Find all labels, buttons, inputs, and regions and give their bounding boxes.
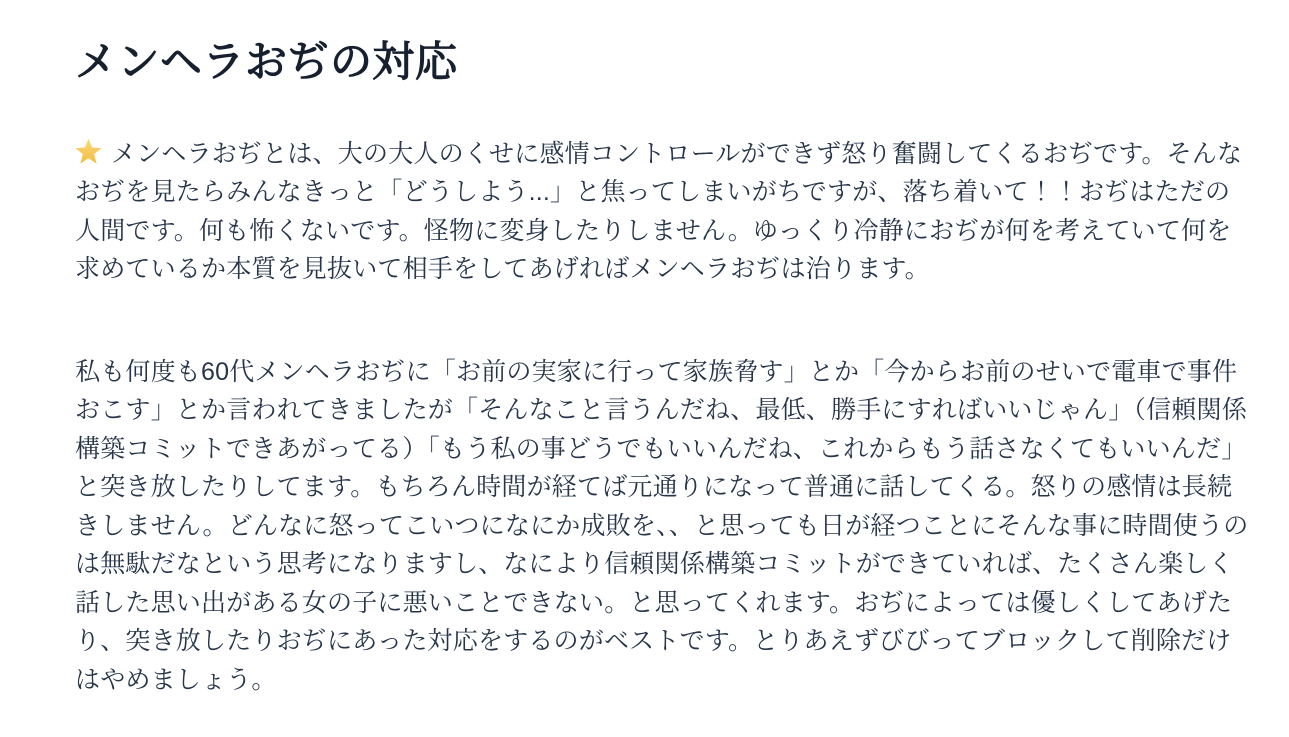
page-title: メンヘラおぢの対応 xyxy=(75,38,458,85)
paragraph-intro xyxy=(75,135,1255,289)
paragraph-experience-text: 私も何度も60代メンヘラおぢに「お前の実家に行って家族脅す」とか「今からお前のせいで電車で事件おこす」とか言われてきましたが「そんなこと言うんだね、最低、勝手にすればいいじゃん」（信頼関係構築コミットできあがってる）「もう私の事どうでもいいんだね、これからもう話さなくてもいいんだ」と突き放したりしてます。もちろん時間が経てば元通りになって普通に話してくる。怒りの感情は長続きしません。どんなに怒ってこいつになにか成敗を、、と思っても日が経つことにそんな事に時間使うのは無駄だなという思考になりますし、なにより信頼関係構築コミットができていれば、たくさん楽しく話した思い出がある女の子に悪いことできない。と思ってくれます。おぢによっては優しくしてあげたり、突き放したりおぢにあった対応をするのがベストです。とりあえずびびってブロックして削除だけはやめましょう。 xyxy=(75,357,1249,694)
paragraph-intro-text: メンヘラおぢとは、大の大人のくせに感情コントロールができず怒り奮闘してくるおぢです。そんなおぢを見たらみんなきっと「どうしよう...」と焦ってしまいがちですが、落ち着いて！！おぢはただの人間です。何も怖くないです。怪物に変身したりしません。ゆっくり冷静におぢが何を考えていて何を求めているか本質を見抜いて相手をしてあげればメンヘラおぢは治ります。 xyxy=(75,139,1243,283)
paragraph-experience xyxy=(75,353,1255,700)
star-icon xyxy=(75,139,102,166)
